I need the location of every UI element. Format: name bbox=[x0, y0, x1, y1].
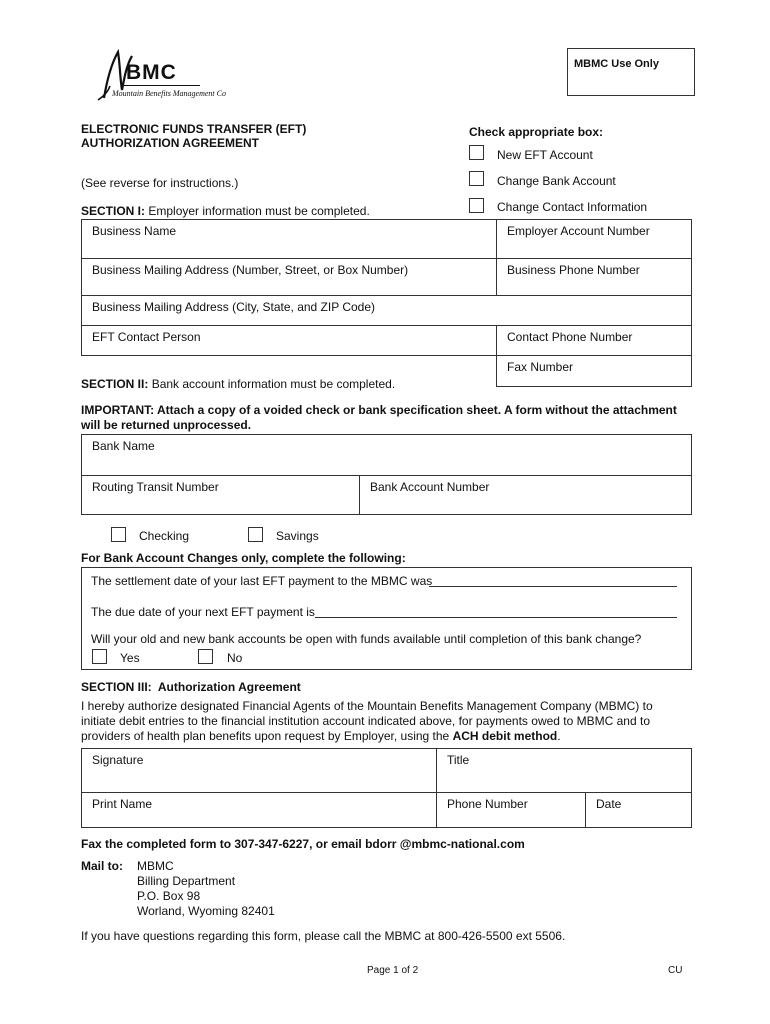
contact-phone-label: Contact Phone Number bbox=[507, 330, 633, 344]
logo-rule bbox=[124, 85, 200, 86]
section1-heading bbox=[81, 204, 370, 218]
bank-change-heading: For Bank Account Changes only, complete the following: bbox=[81, 551, 406, 565]
mail-address-line2: Billing Department bbox=[137, 874, 236, 888]
title-label: Title bbox=[447, 753, 470, 767]
authorization-paragraph bbox=[81, 699, 653, 744]
phone-number-label: Phone Number bbox=[447, 797, 528, 811]
business-phone-label: Business Phone Number bbox=[507, 263, 640, 277]
routing-number-label: Routing Transit Number bbox=[92, 480, 219, 494]
mbmc-use-only-label: MBMC Use Only bbox=[574, 58, 659, 70]
contact-person-field[interactable] bbox=[81, 325, 497, 356]
authorization-line2: initiate debit entries to the financial institution account indicated above, for payments owed to MBMC and to bbox=[81, 714, 650, 728]
employer-account-field[interactable] bbox=[496, 219, 692, 259]
authorization-line1: I hereby authorize designated Financial Agents of the Mountain Benefits Management Company (MBMC) to bbox=[81, 699, 653, 713]
contact-phone-field[interactable] bbox=[496, 325, 692, 356]
important-note-line2: will be returned unprocessed. bbox=[81, 418, 252, 432]
bank-name-field[interactable] bbox=[81, 434, 692, 476]
form-title-line2: AUTHORIZATION AGREEMENT bbox=[81, 136, 259, 150]
instructions-note: (See reverse for instructions.) bbox=[81, 176, 239, 190]
business-name-label: Business Name bbox=[92, 224, 177, 238]
section3-heading: SECTION III: Authorization Agreement bbox=[81, 680, 301, 694]
employer-account-label: Employer Account Number bbox=[507, 224, 650, 238]
routing-number-field[interactable] bbox=[81, 475, 360, 515]
mailing-street-label: Business Mailing Address (Number, Street, or Box Number) bbox=[92, 263, 409, 277]
ach-debit-method: ACH debit method bbox=[452, 729, 558, 743]
mailing-street-field[interactable] bbox=[81, 258, 497, 296]
change-bank-account-checkbox[interactable] bbox=[469, 171, 484, 186]
company-logo bbox=[96, 46, 226, 108]
authorization-line3-post: . bbox=[557, 729, 561, 743]
bank-account-number-field[interactable] bbox=[359, 475, 692, 515]
bank-account-number-label: Bank Account Number bbox=[370, 480, 490, 494]
date-field[interactable] bbox=[585, 792, 692, 828]
section2-label: SECTION II: bbox=[81, 377, 149, 391]
new-eft-account-checkbox[interactable] bbox=[469, 145, 484, 160]
business-name-field[interactable] bbox=[81, 219, 497, 259]
change-contact-info-checkbox[interactable] bbox=[469, 198, 484, 213]
mail-address bbox=[137, 859, 275, 919]
checking-label: Checking bbox=[139, 529, 190, 543]
contact-person-label: EFT Contact Person bbox=[92, 330, 201, 344]
print-name-field[interactable] bbox=[81, 792, 437, 828]
title-field[interactable] bbox=[436, 748, 692, 793]
authorization-line3-pre: providers of health plan benefits upon request by Employer, using the bbox=[81, 729, 453, 743]
logo-tagline: Mountain Benefits Management Co bbox=[112, 89, 226, 98]
no-label: No bbox=[227, 651, 243, 665]
checking-checkbox[interactable] bbox=[111, 527, 126, 542]
form-title-line1: ELECTRONIC FUNDS TRANSFER (EFT) bbox=[81, 122, 307, 136]
section1-text: Employer information must be completed. bbox=[148, 204, 370, 218]
section1-label: SECTION I: bbox=[81, 204, 146, 218]
logo-brand: BMC bbox=[126, 61, 177, 84]
mail-address-line3: P.O. Box 98 bbox=[137, 889, 201, 903]
important-note-line1: IMPORTANT: Attach a copy of a voided check or bank specification sheet. A form without the attachment bbox=[81, 403, 677, 417]
settlement-date-label: The settlement date of your last EFT payment to the MBMC was bbox=[91, 574, 433, 588]
no-checkbox[interactable] bbox=[198, 649, 213, 664]
fax-number-field[interactable] bbox=[496, 355, 692, 387]
bank-name-label: Bank Name bbox=[92, 439, 155, 453]
signature-label: Signature bbox=[92, 753, 144, 767]
phone-number-field[interactable] bbox=[436, 792, 586, 828]
savings-label: Savings bbox=[276, 529, 319, 543]
authorization-line3 bbox=[81, 729, 653, 744]
savings-checkbox[interactable] bbox=[248, 527, 263, 542]
fax-number-label: Fax Number bbox=[507, 360, 574, 374]
print-name-label: Print Name bbox=[92, 797, 153, 811]
mail-address-line1: MBMC bbox=[137, 859, 174, 873]
mail-to-label: Mail to: bbox=[81, 859, 123, 873]
fax-email-line: Fax the completed form to 307-347-6227, or email bdorr @mbmc-national.com bbox=[81, 837, 525, 851]
business-phone-field[interactable] bbox=[496, 258, 692, 296]
mail-address-line4: Worland, Wyoming 82401 bbox=[137, 904, 275, 918]
new-eft-account-label: New EFT Account bbox=[497, 148, 593, 162]
questions-contact: If you have questions regarding this form, please call the MBMC at 800-426-5500 ext 5506. bbox=[81, 929, 566, 943]
yes-checkbox[interactable] bbox=[92, 649, 107, 664]
accounts-open-question: Will your old and new bank accounts be open with funds available until completion of this bank change? bbox=[91, 632, 642, 646]
due-date-input[interactable] bbox=[315, 617, 677, 618]
section2-text: Bank account information must be completed. bbox=[151, 377, 396, 391]
page-number: Page 1 of 2 bbox=[367, 965, 419, 976]
change-contact-info-label: Change Contact Information bbox=[497, 200, 648, 214]
mbmc-use-only-box bbox=[567, 48, 695, 96]
change-bank-account-label: Change Bank Account bbox=[497, 174, 616, 188]
due-date-label: The due date of your next EFT payment is bbox=[91, 605, 315, 619]
yes-label: Yes bbox=[120, 651, 140, 665]
section2-heading bbox=[81, 377, 395, 391]
signature-field[interactable] bbox=[81, 748, 437, 793]
settlement-date-input[interactable] bbox=[429, 586, 677, 587]
mailing-city-field[interactable] bbox=[81, 295, 692, 326]
date-label: Date bbox=[596, 797, 622, 811]
form-code: CU bbox=[668, 965, 683, 976]
mailing-city-label: Business Mailing Address (City, State, and ZIP Code) bbox=[92, 300, 376, 314]
check-box-heading: Check appropriate box: bbox=[469, 125, 604, 139]
